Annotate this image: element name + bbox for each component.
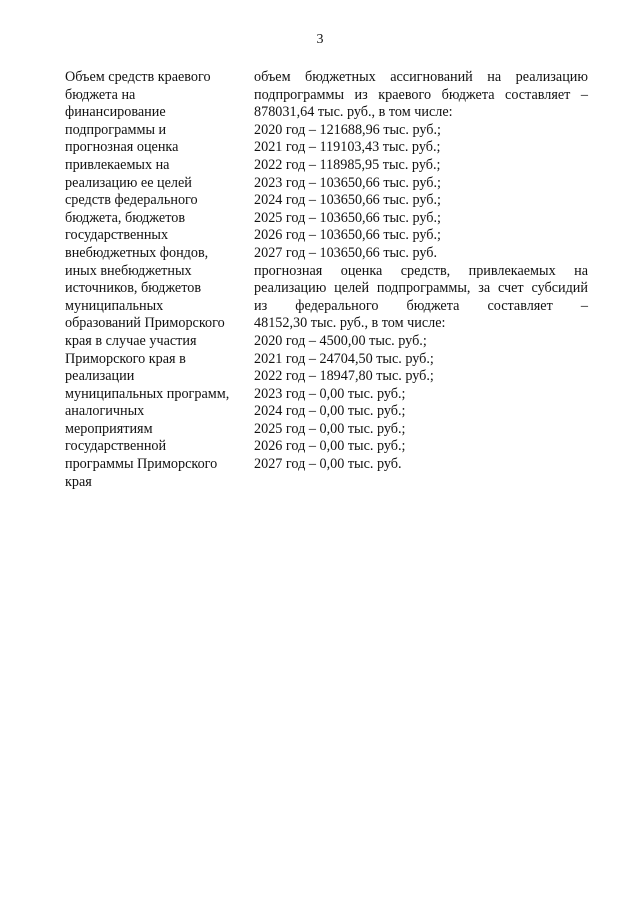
funding-label-line: иных внебюджетных [65, 262, 192, 279]
funding-label-line: края [65, 473, 92, 490]
funding-label-line: привлекаемых на [65, 156, 170, 173]
funding-label-line: Объем средств краевого [65, 69, 211, 85]
funding-label-line: мероприятиям [65, 420, 153, 437]
funding-label-line: муниципальных программ, [65, 385, 230, 402]
funding-label-line: реализацию ее целей [65, 174, 192, 191]
funding-label-line: бюджета, бюджетов [65, 209, 186, 226]
year-amount-item: 2022 год – 118985,95 тыс. руб.; [254, 156, 441, 173]
paragraph-line: подпрограммы из краевого бюджета составляет – [254, 86, 588, 103]
funding-label-line: края в случае участия [65, 332, 197, 349]
year-amount-item: 2022 год – 18947,80 тыс. руб.; [254, 368, 434, 385]
paragraph-line: объем бюджетных ассигнований на реализацию [254, 69, 588, 85]
funding-label-line: программы Приморского [65, 456, 218, 473]
funding-label-column [65, 69, 250, 491]
funding-label-line: прогнозная оценка [65, 139, 179, 156]
year-amount-item: 2020 год – 4500,00 тыс. руб.; [254, 332, 427, 349]
year-amount-item: 2023 год – 103650,66 тыс. руб.; [254, 174, 441, 191]
funding-label-line: финансирование [65, 104, 166, 121]
year-amount-item: 2027 год – 103650,66 тыс. руб. [254, 244, 438, 261]
funding-label-line: подпрограммы и [65, 121, 167, 138]
federal-subsidy-years-list [254, 333, 588, 474]
paragraph-line: 48152,30 тыс. руб., в том числе: [254, 315, 446, 332]
page-number: 3 [316, 32, 324, 47]
year-amount-item: 2023 год – 0,00 тыс. руб.; [254, 385, 406, 402]
funding-label-line: источников, бюджетов [65, 280, 202, 297]
funding-label-line: аналогичных [65, 403, 145, 420]
year-amount-item: 2021 год – 24704,50 тыс. руб.; [254, 350, 434, 367]
funding-label-line: внебюджетных фондов, [65, 244, 209, 261]
year-amount-item: 2026 год – 0,00 тыс. руб.; [254, 438, 406, 455]
paragraph-line: 878031,64 тыс. руб., в том числе: [254, 104, 453, 121]
funding-label-line: образований Приморского [65, 315, 225, 332]
paragraph-line: прогнозная оценка средств, привлекаемых на [254, 262, 588, 279]
funding-label-line: реализации [65, 368, 135, 385]
paragraph-line: из федерального бюджета составляет – [254, 297, 588, 314]
paragraph-line: реализацию целей подпрограммы, за счет субсидий [254, 280, 588, 297]
year-amount-item: 2020 год – 121688,96 тыс. руб.; [254, 121, 441, 138]
year-amount-item: 2024 год – 103650,66 тыс. руб.; [254, 192, 441, 209]
funding-label-line: средств федерального [65, 192, 198, 209]
funding-label-line: государственной [65, 438, 167, 455]
year-amount-item: 2026 год – 103650,66 тыс. руб.; [254, 227, 441, 244]
funding-label-line: Приморского края в [65, 350, 186, 367]
year-amount-item: 2024 год – 0,00 тыс. руб.; [254, 403, 406, 420]
funding-details-column [254, 69, 588, 474]
regional-budget-paragraph [254, 69, 588, 122]
year-amount-item: 2027 год – 0,00 тыс. руб. [254, 456, 402, 473]
funding-label-line: государственных [65, 227, 169, 244]
regional-budget-years-list [254, 122, 588, 263]
federal-subsidy-paragraph [254, 263, 588, 333]
funding-label-line: муниципальных [65, 297, 164, 314]
year-amount-item: 2025 год – 0,00 тыс. руб.; [254, 420, 406, 437]
year-amount-item: 2025 год – 103650,66 тыс. руб.; [254, 209, 441, 226]
funding-label-line: бюджета на [65, 86, 136, 103]
year-amount-item: 2021 год – 119103,43 тыс. руб.; [254, 139, 441, 156]
